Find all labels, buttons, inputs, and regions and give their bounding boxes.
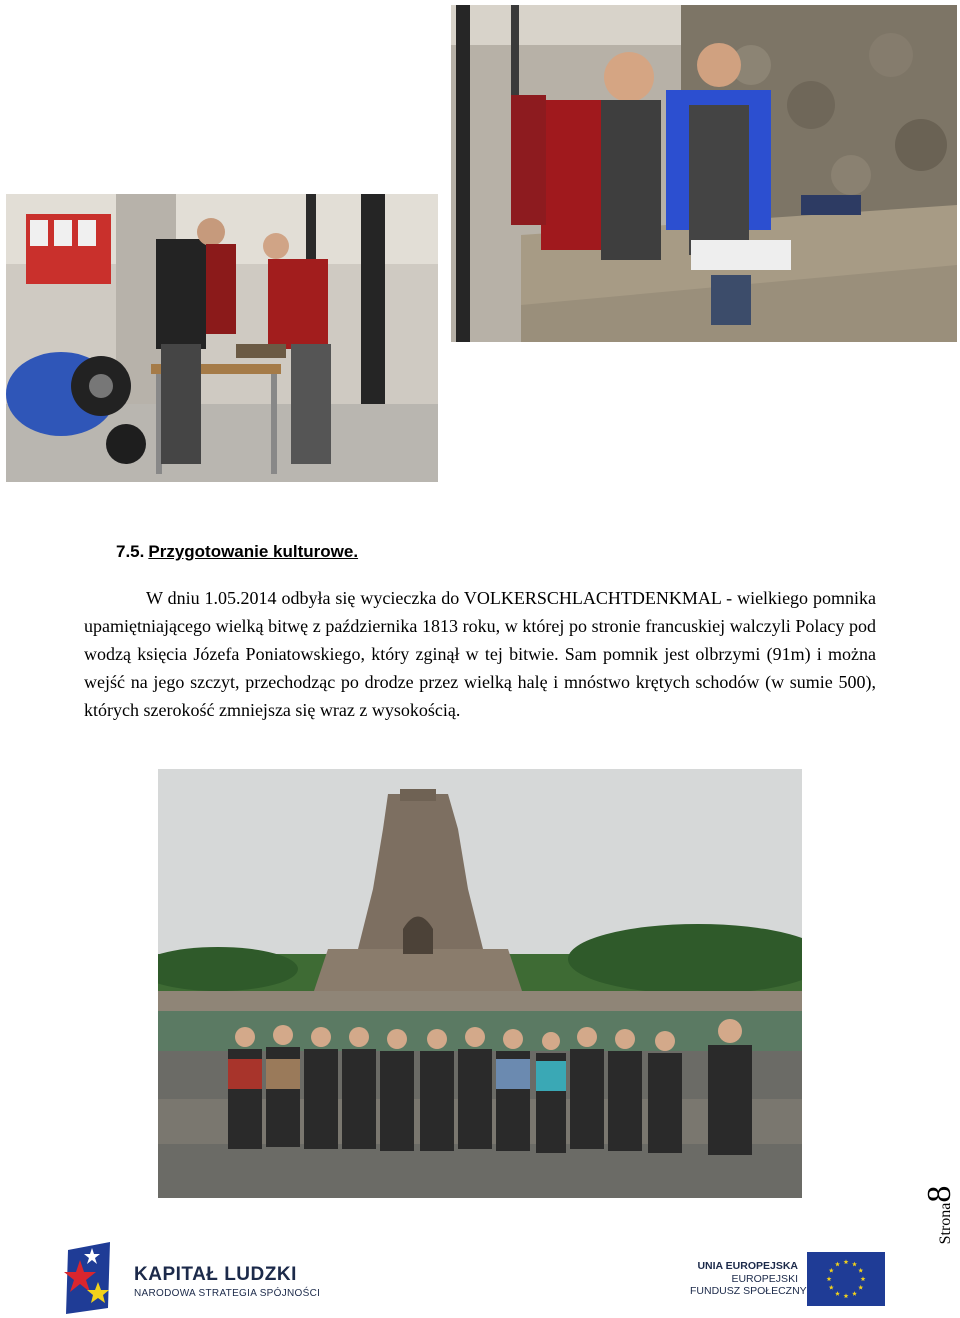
section-number: 7.5. xyxy=(116,542,145,561)
page-label: Strona xyxy=(937,1202,954,1245)
eu-logo-line2: EUROPEJSKI xyxy=(731,1273,798,1285)
eu-flag-icon xyxy=(807,1252,885,1306)
workshop-photo-left xyxy=(6,194,438,482)
monument-group-photo xyxy=(158,769,802,1198)
section-title: Przygotowanie kulturowe. xyxy=(148,542,359,561)
body-paragraph: W dniu 1.05.2014 odbyła się wycieczka do VOLKERSCHLACHTDENKMAL - wielkiego pomnika upamiętniającego wielką bitwę z października 1813 roku, w której po stronie francuskiej walczyli Polacy pod wodzą księcia Józefa Poniatowskiego, który zginął w tej bitwie. Sam pomnik jest olbrzymi (91m) i można wejść na jego szczyt, przechodząc po drodze przez wielką halę i mnóstwo krętych schodów (w sumie 500), których szerokość zmniejsza się wraz z wysokością. xyxy=(84,588,876,720)
eu-social-fund-logo xyxy=(690,1252,890,1308)
eu-logo-line3: FUNDUSZ SPOŁECZNY xyxy=(690,1285,807,1297)
body-text xyxy=(84,584,876,724)
kapital-ludzki-emblem-icon xyxy=(62,1242,114,1314)
page-number xyxy=(920,1170,960,1260)
eu-logo-line1: UNIA EUROPEJSKA xyxy=(697,1260,798,1272)
kapital-ludzki-subtitle: NARODOWA STRATEGIA SPÓJNOŚCI xyxy=(134,1288,321,1299)
kapital-ludzki-name: KAPITAŁ LUDZKI xyxy=(134,1264,297,1285)
kapital-ludzki-logo xyxy=(62,1242,332,1314)
page-number-value: 8 xyxy=(921,1185,958,1203)
section-heading xyxy=(116,541,358,563)
workshop-photo-right xyxy=(451,5,957,342)
